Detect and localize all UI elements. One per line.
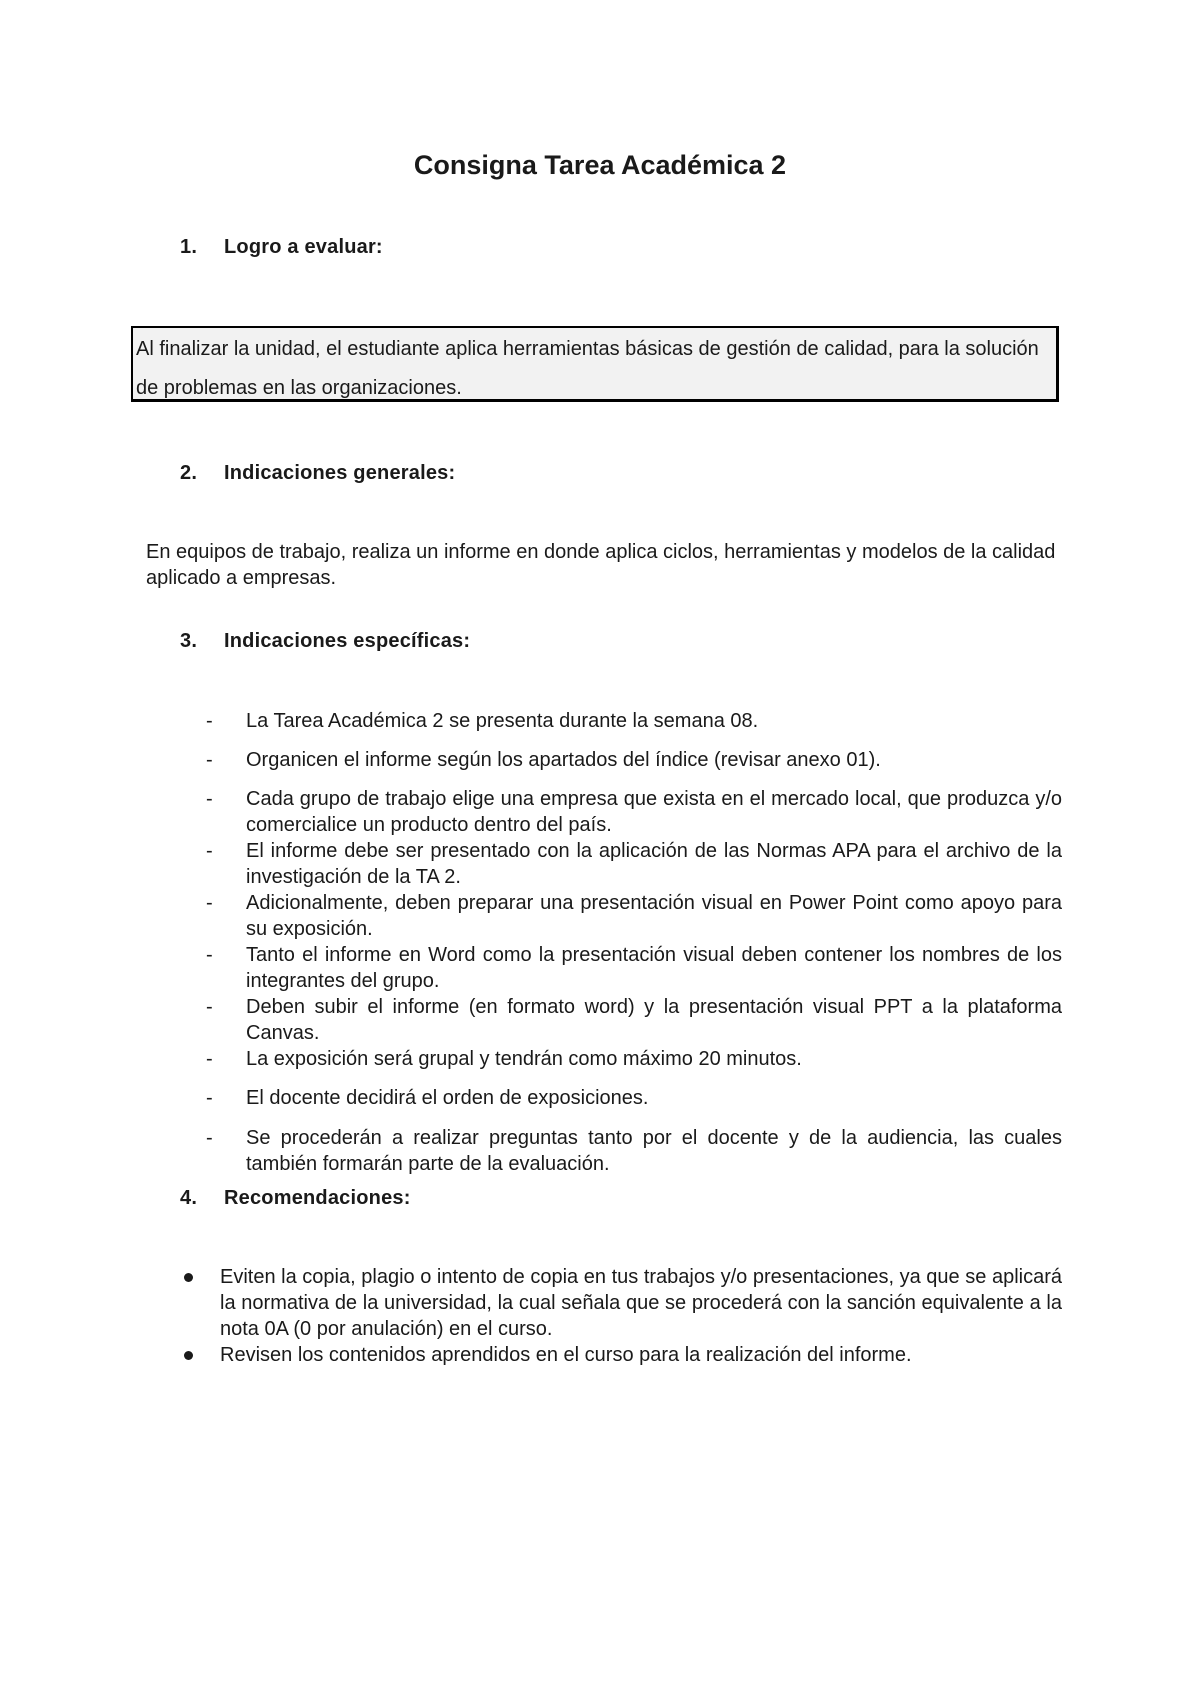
- page-title: Consigna Tarea Académica 2: [413, 150, 787, 180]
- recommendations-list: [180, 1264, 1062, 1368]
- list-item: [200, 942, 1062, 994]
- list-item: [200, 838, 1062, 890]
- section-heading-text: Indicaciones específicas:: [224, 630, 471, 652]
- dash-marker: -: [206, 749, 213, 771]
- section-number: 2.: [180, 462, 198, 484]
- list-item-text: Deben subir el informe (en formato word) y la presentación visual PPT a la plataforma Canvas.: [246, 996, 1062, 1044]
- list-item-text: Tanto el informe en Word como la presentación visual deben contener los nombres de los integrantes del grupo.: [246, 944, 1062, 992]
- list-item-text: Se procederán a realizar preguntas tanto por el docente y de la audiencia, las cuales también formarán parte de la evaluación.: [246, 1127, 1062, 1175]
- list-item-text: Adicionalmente, deben preparar una presentación visual en Power Point como apoyo para su exposición.: [246, 892, 1062, 940]
- bullet-icon: [184, 1351, 193, 1360]
- section-number: 1.: [180, 236, 198, 258]
- list-item: [200, 994, 1062, 1046]
- list-item-text: Cada grupo de trabajo elige una empresa que exista en el mercado local, que produzca y/o comercialice un producto dentro del país.: [246, 788, 1062, 836]
- section-heading-text: Indicaciones generales:: [224, 462, 456, 484]
- dash-marker: -: [206, 1127, 213, 1149]
- list-item-text: Revisen los contenidos aprendidos en el curso para la realización del informe.: [220, 1344, 912, 1366]
- list-item: [180, 1264, 1062, 1342]
- section-heading-indicaciones-generales: [180, 462, 455, 485]
- list-item: [200, 708, 1062, 734]
- list-item: [200, 1125, 1062, 1177]
- section-heading-indicaciones-especificas: [180, 630, 470, 653]
- goal-box: Al finalizar la unidad, el estudiante aplica herramientas básicas de gestión de calidad, para la solución de problemas en las organizaciones.: [131, 326, 1059, 402]
- dash-marker: -: [206, 710, 213, 732]
- list-item-text: Eviten la copia, plagio o intento de copia en tus trabajos y/o presentaciones, ya que se aplicará la normativa de la universidad, la cual señala que se procederá con la sanción equivalente a la nota 0A (0 por anulación) en el curso.: [220, 1266, 1062, 1340]
- list-item: [200, 1085, 1062, 1111]
- general-instructions-paragraph: En equipos de trabajo, realiza un informe en donde aplica ciclos, herramientas y modelos de la calidad aplicado a empresas.: [146, 541, 1056, 589]
- dash-marker: -: [206, 1048, 213, 1070]
- dash-marker: -: [206, 840, 213, 862]
- list-item: [200, 747, 1062, 773]
- section-heading-text: Recomendaciones:: [224, 1187, 411, 1209]
- list-item-text: La exposición será grupal y tendrán como máximo 20 minutos.: [246, 1048, 802, 1070]
- list-item-text: El informe debe ser presentado con la aplicación de las Normas APA para el archivo de la investigación de la TA 2.: [246, 840, 1062, 888]
- section-heading-text: Logro a evaluar:: [224, 236, 383, 258]
- list-item: [200, 1046, 1062, 1072]
- section-number: 3.: [180, 630, 198, 652]
- section-number: 4.: [180, 1187, 198, 1209]
- list-item-text: La Tarea Académica 2 se presenta durante la semana 08.: [246, 710, 759, 732]
- list-item-text: El docente decidirá el orden de exposiciones.: [246, 1087, 649, 1109]
- bullet-icon: [184, 1273, 193, 1282]
- dash-marker: -: [206, 1087, 213, 1109]
- list-item: [180, 1342, 1062, 1368]
- list-item: [200, 890, 1062, 942]
- list-item: [200, 786, 1062, 838]
- dash-marker: -: [206, 996, 213, 1018]
- dash-marker: -: [206, 944, 213, 966]
- list-item-text: Organicen el informe según los apartados del índice (revisar anexo 01).: [246, 749, 881, 771]
- section-heading-recomendaciones: [180, 1187, 411, 1210]
- dash-marker: -: [206, 788, 213, 810]
- section-heading-logro: [180, 236, 383, 259]
- dash-marker: -: [206, 892, 213, 914]
